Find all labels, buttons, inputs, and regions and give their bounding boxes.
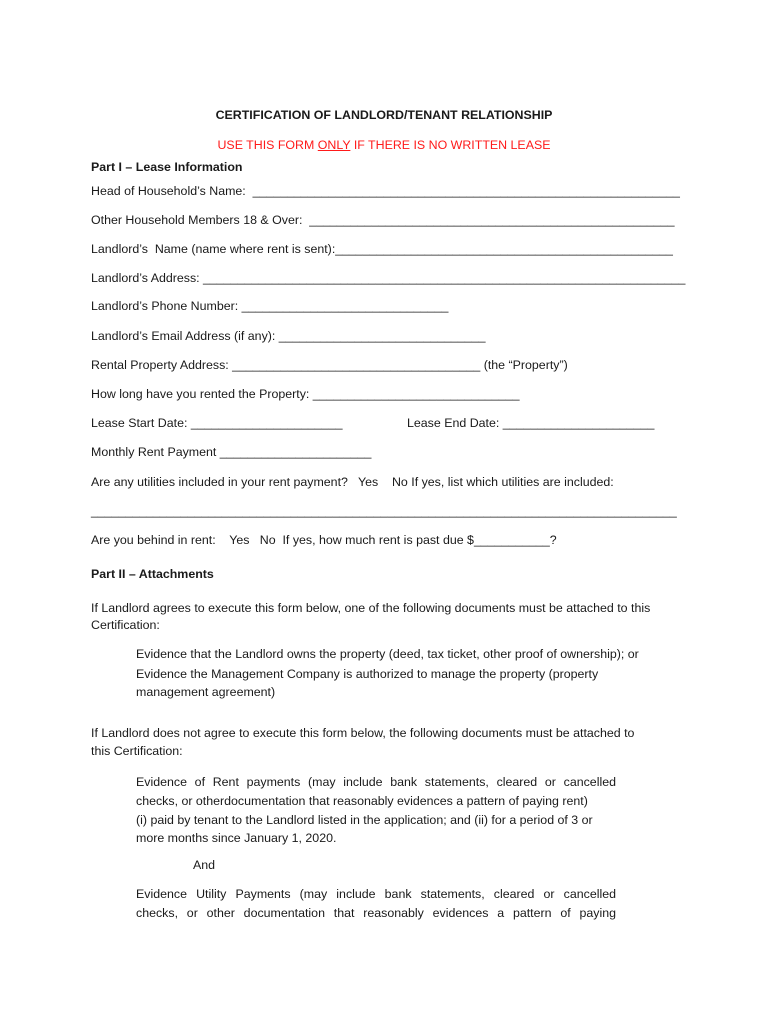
- behind-rent-field[interactable]: Are you behind in rent: Yes No If yes, how much rent is past due $___________?: [91, 533, 557, 547]
- rental-address-field[interactable]: Rental Property Address: ____________________________________ (the “Property”): [91, 358, 568, 372]
- part1-heading: Part I – Lease Information: [91, 160, 243, 174]
- rent-evidence-line-1: Evidence of Rent payments (may include bank statements, cleared or cancelled: [136, 775, 616, 789]
- landlord-name-field[interactable]: Landlord’s Name (name where rent is sent):_________________________________________________: [91, 242, 673, 256]
- rent-evidence-line-2: checks, or otherdocumentation that reasonably evidences a pattern of paying rent): [136, 794, 588, 808]
- utility-evidence-line-1: Evidence Utility Payments (may include bank statements, cleared or cancelled: [136, 887, 616, 901]
- utility-evidence-line-2: checks, or other documentation that reasonably evidences a pattern of paying: [136, 906, 616, 920]
- landlord-phone-field[interactable]: Landlord’s Phone Number: ______________________________: [91, 299, 449, 313]
- disagree-intro-line-2: this Certification:: [91, 744, 183, 758]
- written-lease-warning: [0, 137, 768, 153]
- agree-intro-line-1: If Landlord agrees to execute this form below, one of the following documents must be attached to this: [91, 601, 651, 615]
- monthly-rent-field[interactable]: Monthly Rent Payment ______________________: [91, 445, 372, 459]
- rent-evidence-line-3: (i) paid by tenant to the Landlord listed in the application; and (ii) for a period of 3 or: [136, 813, 593, 827]
- rent-evidence-line-4: more months since January 1, 2020.: [136, 831, 337, 845]
- head-of-household-field[interactable]: Head of Household’s Name: ______________________________________________________________: [91, 184, 680, 198]
- lease-start-field[interactable]: Lease Start Date: ______________________: [91, 416, 343, 430]
- utilities-line-field[interactable]: _____________________________________________________________________________________: [91, 504, 677, 518]
- agree-item-management-2: management agreement): [136, 685, 276, 699]
- lease-end-field[interactable]: Lease End Date: ______________________: [407, 416, 655, 430]
- utilities-question: Are any utilities included in your rent payment? Yes No If yes, list which utilities are included:: [91, 475, 614, 489]
- other-members-field[interactable]: Other Household Members 18 & Over: _____________________________________________________: [91, 213, 675, 227]
- warning-text-after: IF THERE IS NO WRITTEN LEASE: [350, 138, 551, 152]
- landlord-address-field[interactable]: Landlord’s Address: ______________________________________________________________________: [91, 271, 686, 285]
- and-label: And: [193, 858, 216, 872]
- disagree-intro-line-1: If Landlord does not agree to execute this form below, the following documents must be attached to: [91, 726, 635, 740]
- how-long-field[interactable]: How long have you rented the Property: ______________________________: [91, 387, 520, 401]
- part2-heading: Part II – Attachments: [91, 567, 214, 581]
- agree-item-management-1: Evidence the Management Company is authorized to manage the property (property: [136, 667, 599, 681]
- agree-item-ownership: Evidence that the Landlord owns the property (deed, tax ticket, other proof of ownership); or: [136, 647, 639, 661]
- landlord-email-field[interactable]: Landlord’s Email Address (if any): ______________________________: [91, 329, 486, 343]
- document-title: CERTIFICATION OF LANDLORD/TENANT RELATIONSHIP: [215, 108, 553, 122]
- warning-text-before: USE THIS FORM: [217, 138, 318, 152]
- agree-intro-line-2: Certification:: [91, 618, 160, 632]
- warning-emphasis: ONLY: [317, 138, 351, 152]
